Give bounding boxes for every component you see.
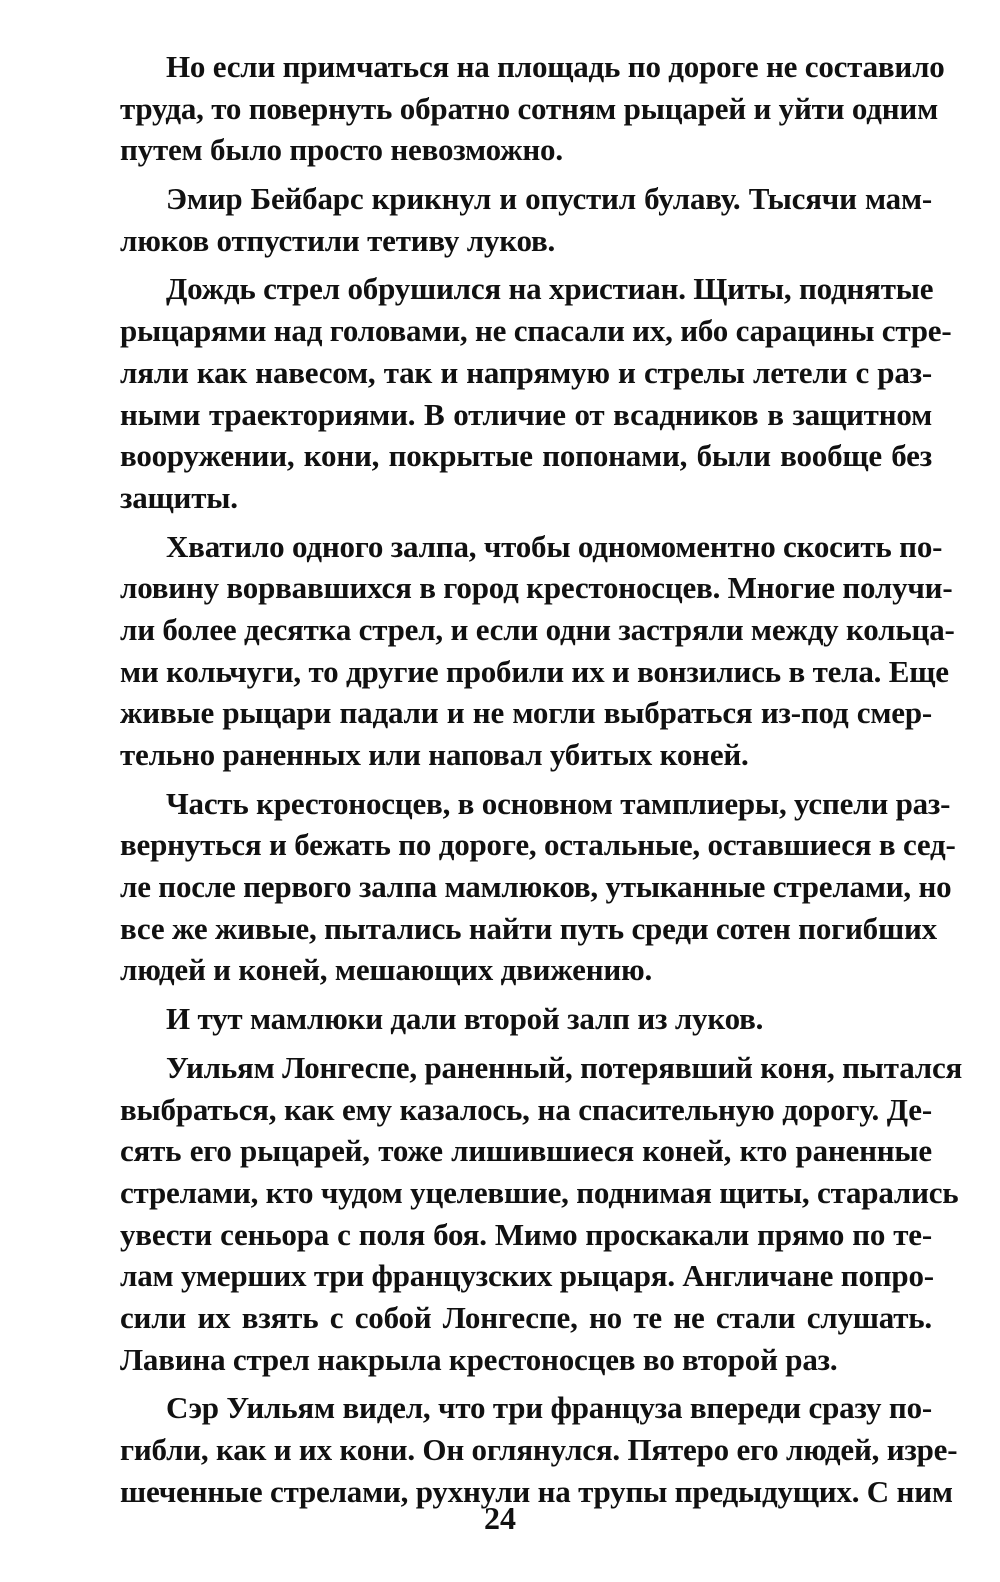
text-line: Часть крестоносцев, в основном тамплиеры, успели раз- bbox=[166, 785, 951, 821]
paragraph bbox=[120, 783, 956, 991]
text-line: ляли как навесом, так и напрямую и стрелы летели с раз- bbox=[120, 354, 932, 390]
text-line: сили их взять с собой Лонгеспе, но те не стали слушать. bbox=[120, 1299, 932, 1335]
text-line: Эмир Бейбарс крикнул и опустил булаву. Тысячи мам- bbox=[166, 181, 932, 217]
text-line: сять его рыцарей, тоже лишившиеся коней, кто раненные bbox=[120, 1133, 932, 1169]
paragraph bbox=[120, 1047, 963, 1381]
paragraph bbox=[120, 998, 932, 1040]
text-line: И тут мамлюки дали второй залп из луков. bbox=[166, 1001, 764, 1037]
text-line: ле после первого залпа мамлюков, утыканные стрелами, но bbox=[120, 869, 952, 905]
text-line: Но если примчаться на площадь по дороге не составило bbox=[166, 49, 945, 84]
text-line: ми кольчуги, то другие пробили их и вонзились в тела. Еще bbox=[120, 653, 949, 689]
text-line: увести сеньора с поля боя. Мимо проскакали прямо по те- bbox=[120, 1216, 932, 1252]
text-line: труда, то повернуть обратно сотням рыцарей и уйти одним bbox=[120, 90, 939, 126]
text-line: Уильям Лонгеспе, раненный, потерявший коня, пытался bbox=[166, 1049, 963, 1085]
text-line: рыцарями над головами, не спасали их, ибо сарацины стре- bbox=[120, 313, 952, 349]
text-line: живые рыцари падали и не могли выбраться из-под смер- bbox=[120, 695, 932, 731]
paragraph bbox=[120, 268, 952, 518]
text-line: Хватило одного залпа, чтобы одномоментно скосить по- bbox=[166, 528, 943, 564]
paragraph bbox=[120, 46, 945, 171]
text-line: ли более десятка стрел, и если одни застряли между кольца- bbox=[120, 611, 955, 647]
text-line: Дождь стрел обрушился на христиан. Щиты, поднятые bbox=[166, 271, 934, 307]
text-line: защиты. bbox=[120, 479, 238, 515]
page-number: 24 bbox=[484, 1500, 516, 1536]
text-line: путем было просто невозможно. bbox=[120, 132, 563, 168]
text-line: гибли, как и их кони. Он оглянулся. Пятеро его людей, изре- bbox=[120, 1432, 958, 1467]
text-line: Сэр Уильям видел, что три француза впереди сразу по- bbox=[166, 1390, 932, 1426]
text-line: выбраться, как ему казалось, на спасительную дорогу. Де- bbox=[120, 1091, 932, 1127]
text-line: ными траекториями. В отличие от всадников в защитном bbox=[120, 396, 932, 432]
text-line: лам умерших три французских рыцаря. Англичане попро- bbox=[120, 1258, 934, 1294]
paragraph bbox=[120, 526, 955, 776]
text-line: все же живые, пытались найти путь среди сотен погибших bbox=[120, 910, 937, 946]
body-text bbox=[120, 46, 963, 1519]
paragraph bbox=[120, 1387, 958, 1512]
text-line: людей и коней, мешающих движению. bbox=[120, 952, 653, 988]
paragraph bbox=[120, 178, 932, 261]
text-line: тельно раненных или наповал убитых коней. bbox=[120, 737, 749, 772]
text-line: стрелами, кто чудом уцелевшие, поднимая щиты, старались bbox=[120, 1174, 959, 1210]
text-line: вернуться и бежать по дороге, остальные, оставшиеся в сед- bbox=[120, 827, 956, 863]
text-line: ловину ворвавшихся в город крестоносцев. Многие получи- bbox=[120, 570, 953, 606]
text-line: шеченные стрелами, рухнули на трупы предыдущих. С ним bbox=[120, 1473, 953, 1509]
text-line: люков отпустили тетиву луков. bbox=[120, 222, 556, 258]
text-line: Лавина стрел накрыла крестоносцев во второй раз. bbox=[120, 1341, 838, 1377]
text-line: вооружении, кони, покрытые попонами, были вообще без bbox=[120, 438, 932, 474]
